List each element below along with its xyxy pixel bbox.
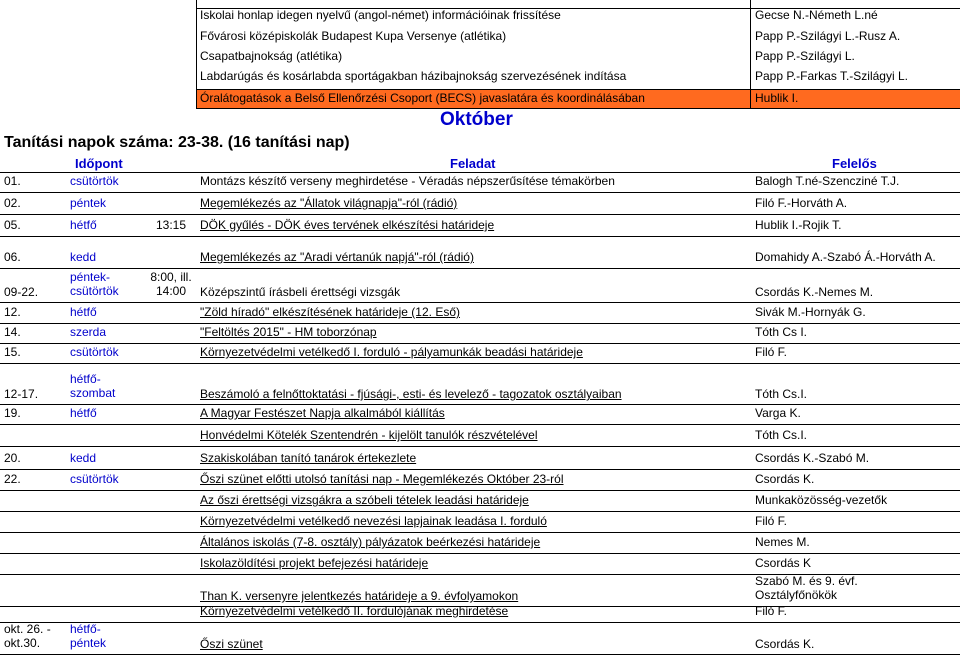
- row-date: 22.: [4, 472, 21, 486]
- row-divider: [0, 214, 960, 215]
- row-responsible: Munkaközösség-vezetők: [755, 493, 888, 507]
- row-task: Általános iskolás (7-8. osztály) pályázatok beérkezési határideje: [200, 535, 541, 549]
- row-responsible: Csordás K.-Szabó M.: [755, 451, 870, 465]
- pre-task: Óralátogatások a Belső Ellenőrzési Csoport (BECS) javaslatára és koordinálásában: [200, 91, 645, 105]
- table-row: [0, 270, 960, 300]
- row-weekday: csütörtök: [70, 174, 119, 188]
- row-weekday: péntek: [70, 196, 107, 210]
- row-date: 09-22.: [4, 285, 39, 299]
- row-task: Környezetvédelmi vetélkedő I. forduló - pályamunkák beadási határideje: [200, 345, 583, 359]
- table-row: [0, 556, 960, 572]
- row-time: 8:00, ill. 14:00: [150, 270, 192, 298]
- row-task: Than K. versenyre jelentkezés határideje a 9. évfolyamokon: [200, 589, 519, 603]
- row-date: 15.: [4, 345, 21, 359]
- row-date: 14.: [4, 325, 21, 339]
- row-date: 19.: [4, 406, 21, 420]
- row-responsible: Szabó M. és 9. évf. Osztályfőnökök: [755, 574, 858, 602]
- row-weekday: péntek- csütörtök: [70, 270, 119, 298]
- table-row: [0, 472, 960, 488]
- row-task: Környezetvédelmi vetélkedő nevezési lapjainak leadása I. forduló: [200, 514, 547, 528]
- row-divider: [0, 236, 960, 237]
- row-weekday: hétfő: [70, 218, 97, 232]
- row-task: Középszintű írásbeli érettségi vizsgák: [200, 285, 401, 299]
- row-responsible: Csordás K.-Nemes M.: [755, 285, 874, 299]
- row-responsible: Filó F.: [755, 345, 788, 359]
- pre-task: Csapatbajnokság (atlétika): [200, 49, 343, 63]
- pre-task: Iskolai honlap idegen nyelvű (angol-német) információinak frissítése: [200, 8, 561, 22]
- row-task: Szakiskolában tanító tanárok értekezlete: [200, 451, 417, 465]
- header-felelos: Felelős: [832, 156, 877, 171]
- row-task: Őszi szünet előtti utolsó tanítási nap - Megemlékezés Október 23-ról: [200, 472, 564, 486]
- row-divider: [0, 343, 960, 344]
- row-weekday: hétfő: [70, 406, 97, 420]
- table-row: [0, 406, 960, 422]
- row-task: Az őszi érettségi vizsgákra a szóbeli tételek leadási határideje: [200, 493, 529, 507]
- row-task: Beszámoló a felnőttoktatási - fjúsági-, esti- és levelező - tagozatok osztályaiban: [200, 387, 622, 401]
- row-responsible: Filó F.: [755, 514, 788, 528]
- row-divider: [0, 446, 960, 447]
- row-weekday: szerda: [70, 325, 107, 339]
- table-row: [0, 250, 960, 266]
- row-divider: [0, 363, 960, 364]
- pre-task: Labdarúgás és kosárlabda sportágakban házibajnokság szervezésének indítása: [200, 69, 627, 83]
- row-weekday: kedd: [70, 250, 97, 264]
- row-responsible: Filó F.: [755, 604, 788, 618]
- row-task: Őszi szünet: [200, 637, 263, 651]
- row-task: Iskolazöldítési projekt befejezési határideje: [200, 556, 429, 570]
- row-task: Megemlékezés az "Állatok világnapja"-ról (rádió): [200, 196, 458, 210]
- row-task: Környezetvédelmi vetélkedő II. fordulójának meghirdetése: [200, 604, 509, 618]
- row-date: 01.: [4, 174, 21, 188]
- row-date: 20.: [4, 451, 21, 465]
- pre-resp: Papp P.-Szilágyi L.-Rusz A.: [755, 29, 901, 43]
- row-responsible: Varga K.: [755, 406, 801, 420]
- row-task: Megemlékezés az "Aradi vértanúk napjá"-ról (rádió): [200, 250, 474, 264]
- pre-resp: Hublik I.: [755, 91, 799, 105]
- table-row: [0, 514, 960, 530]
- row-divider: [0, 268, 960, 269]
- row-divider: [0, 424, 960, 425]
- table-row: [0, 428, 960, 444]
- pre-task: Fővárosi középiskolák Budapest Kupa Versenye (atlétika): [200, 29, 507, 43]
- row-responsible: Sivák M.-Hornyák G.: [755, 305, 866, 319]
- row-divider: [0, 323, 960, 324]
- header-feladat: Feladat: [450, 156, 496, 171]
- row-divider: [0, 302, 960, 303]
- row-task: DÖK gyűlés - DÖK éves tervének elkészítési határideje: [200, 218, 495, 232]
- row-weekday: hétfő: [70, 305, 97, 319]
- row-responsible: Csordás K.: [755, 637, 815, 651]
- table-row: [0, 345, 960, 361]
- header-idopont: Időpont: [75, 156, 123, 171]
- row-weekday: hétfő- péntek: [70, 622, 107, 650]
- row-responsible: Hublik I.-Rojik T.: [755, 218, 842, 232]
- row-date: okt. 26. - okt.30.: [4, 622, 51, 650]
- row-time: 13:15: [155, 218, 187, 232]
- table-row: [0, 325, 960, 341]
- pre-resp: Gecse N.-Németh L.né: [755, 8, 878, 22]
- row-task: "Feltöltés 2015" - HM toborzónap: [200, 325, 377, 339]
- month-title: Október: [440, 109, 513, 130]
- row-responsible: Csordás K: [755, 556, 812, 570]
- row-weekday: kedd: [70, 451, 97, 465]
- table-row: [0, 372, 960, 402]
- row-divider: [0, 192, 960, 193]
- row-date: 12.: [4, 305, 21, 319]
- table-row: [0, 493, 960, 509]
- row-divider: [0, 469, 960, 470]
- table-row: [0, 218, 960, 234]
- row-divider: [0, 532, 960, 533]
- table-row: [0, 604, 960, 620]
- table-row: [0, 196, 960, 212]
- row-date: 06.: [4, 250, 21, 264]
- row-responsible: Tóth Cs I.: [755, 325, 808, 339]
- row-responsible: Tóth Cs.I.: [755, 428, 808, 442]
- table-row: [0, 174, 960, 190]
- row-weekday: csütörtök: [70, 472, 119, 486]
- row-responsible: Csordás K.: [755, 472, 815, 486]
- row-task: A Magyar Festészet Napja alkalmából kiállítás: [200, 406, 445, 420]
- row-divider: [0, 553, 960, 554]
- pre-resp: Papp P.-Szilágyi L.: [755, 49, 855, 63]
- row-date: 02.: [4, 196, 21, 210]
- row-responsible: Domahidy A.-Szabó Á.-Horváth A.: [755, 250, 936, 264]
- row-divider: [0, 404, 960, 405]
- school-days-summary: Tanítási napok száma: 23-38. (16 tanítási nap): [4, 134, 350, 151]
- row-divider: [0, 490, 960, 491]
- row-weekday: hétfő- szombat: [70, 372, 116, 400]
- row-task: Montázs készítő verseny meghirdetése - Véradás népszerűsítése témakörben: [200, 174, 615, 188]
- row-responsible: Filó F.-Horváth A.: [755, 196, 848, 210]
- table-row: [0, 451, 960, 467]
- row-task: Honvédelmi Kötelék Szentendrén - kijelölt tanulók részvételével: [200, 428, 538, 442]
- table-row: [0, 535, 960, 551]
- row-responsible: Tóth Cs.I.: [755, 387, 808, 401]
- row-responsible: Nemes M.: [755, 535, 810, 549]
- row-date: 05.: [4, 218, 21, 232]
- row-divider: [0, 511, 960, 512]
- pre-resp: Papp P.-Farkas T.-Szilágyi L.: [755, 69, 908, 83]
- table-row: [0, 622, 960, 652]
- row-responsible: Balogh T.né-Szencziné T.J.: [755, 174, 900, 188]
- row-task: "Zöld híradó" elkészítésének határideje (12. Eső): [200, 305, 460, 319]
- row-weekday: csütörtök: [70, 345, 119, 359]
- table-row: [0, 574, 960, 604]
- table-row: [0, 305, 960, 321]
- row-date: 12-17.: [4, 387, 39, 401]
